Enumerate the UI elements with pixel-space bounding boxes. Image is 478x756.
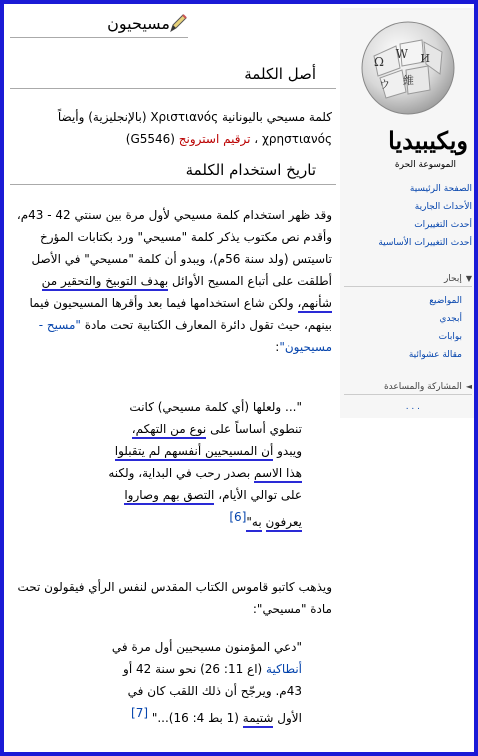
browse-nav	[344, 292, 462, 364]
reference-link[interactable]: [6]	[229, 510, 247, 524]
underlined-phrase: شتيمة	[243, 711, 274, 728]
pencil-icon	[168, 12, 188, 34]
underlined-phrase: بهدف التوبيخ والتحقير من شأنهم،	[42, 274, 332, 313]
svg-text:維: 維	[403, 74, 414, 87]
underlined-phrase: به"	[246, 515, 261, 532]
chevron-left-icon: ◄	[465, 382, 472, 391]
section-participate-header[interactable]: ◄المشاركة والمساعدة	[344, 380, 472, 395]
sidebar-item-random-article[interactable]: مقالة عشوائية	[408, 350, 462, 360]
page-title: مسيحيون	[107, 14, 170, 33]
article-content	[10, 8, 336, 750]
sidebar	[340, 8, 476, 750]
section-heading-usage: تاريخ استخدام الكلمة	[10, 160, 336, 185]
underlined-phrase: نوع من التهكم،	[132, 422, 207, 439]
section-heading-origin: أصل الكلمة	[10, 64, 336, 89]
svg-text:И: И	[420, 52, 430, 65]
antioch-link[interactable]: أنطاكية	[266, 662, 302, 676]
logo-tagline: الموسوعة الحرة	[394, 160, 456, 170]
wikipedia-globe-logo[interactable]	[356, 16, 460, 120]
sidebar-item-current-events[interactable]: الأحداث الجارية	[414, 202, 472, 212]
title-bar	[10, 12, 188, 38]
collapsed-indicator: . . .	[405, 402, 420, 412]
underlined-phrase: التصق بهم وصاروا يعرفون	[124, 488, 302, 532]
sidebar-item-topics[interactable]: المواضيع	[429, 296, 462, 306]
blockquote-dictionary: "دعي المؤمنون مسيحيين أول مرة في أنطاكية (اع 11: 26) نحو سنة 42 أو 43م. ويرجّح أن ذلك اللقب كان في الأول شتيمة (1 بط 4: 16)..." [7]	[106, 636, 302, 729]
encyclopedia-link[interactable]: "مسيح - مسيحيون"	[38, 318, 332, 354]
sidebar-item-recent-changes[interactable]: أحدث التغييرات	[414, 220, 472, 230]
paragraph-dictionary: ويذهب كاتبو قاموس الكتاب المقدس لنفس الرأي فيقولون تحت مادة "مسيحي":	[17, 580, 332, 616]
blockquote-encyclopedia: "... ولعلها (أي كلمة مسيحي) كانت تنطوي أساساً على نوع من التهكم، ويبدو أن المسيحيين أنفسهم لم يتقبلوا هذا الاسم بصدر رحب في البداية، ولكنه على توالي الأيام، التصق بهم وصاروا يعرفون به"[6]	[106, 396, 302, 533]
svg-text:Ω: Ω	[374, 55, 384, 69]
reference-link[interactable]: [7]	[131, 706, 149, 720]
sidebar-item-alphabetical[interactable]: أبجدي	[439, 314, 462, 324]
svg-text:W: W	[395, 47, 408, 61]
chevron-down-icon: ▼	[465, 274, 472, 283]
paragraph-origin: كلمة مسيحي باليونانية Χριστιανός (بالإنجليزية) وأيضاً χρηστιανός ، ترقيم استرونج (G5546)	[57, 110, 332, 146]
svg-text:ウ: ウ	[379, 78, 390, 91]
wikipedia-wordmark[interactable]: ويكيبيديا	[388, 126, 468, 155]
sidebar-nav	[344, 180, 472, 252]
sidebar-item-recent-core-changes[interactable]: أحدث التغييرات الأساسية	[378, 238, 472, 248]
sidebar-item-main-page[interactable]: الصفحة الرئيسية	[409, 184, 472, 194]
strong-number-link[interactable]: ترقيم استرونج	[178, 132, 251, 146]
underlined-phrase: أن المسيحيين أنفسهم لم يتقبلوا هذا الاسم	[115, 444, 302, 483]
paragraph-usage: وقد ظهر استخدام كلمة مسيحي لأول مرة بين سنتي 42 - 43م، وأقدم نص مكتوب يذكر كلمة "مسيحي" ورد بكتابات المؤرخ تاسيتس (ولد سنة 56م)، ويبدو أن كلمة "مسيحي" في الأصل أطلقت على أتباع المسيح الأوائل بهدف التوبيخ والتحقير من شأنهم، ولكن شاع استخدامها فيما بعد وأقرها المسيحيون فيما بينهم، حيث تقول دائرة المعارف الكتابية تحت مادة "مسيح - مسيحيون":	[16, 208, 332, 354]
sidebar-item-portals[interactable]: بوابات	[438, 332, 462, 342]
section-browse-header[interactable]: ▼إبحار	[344, 272, 472, 287]
